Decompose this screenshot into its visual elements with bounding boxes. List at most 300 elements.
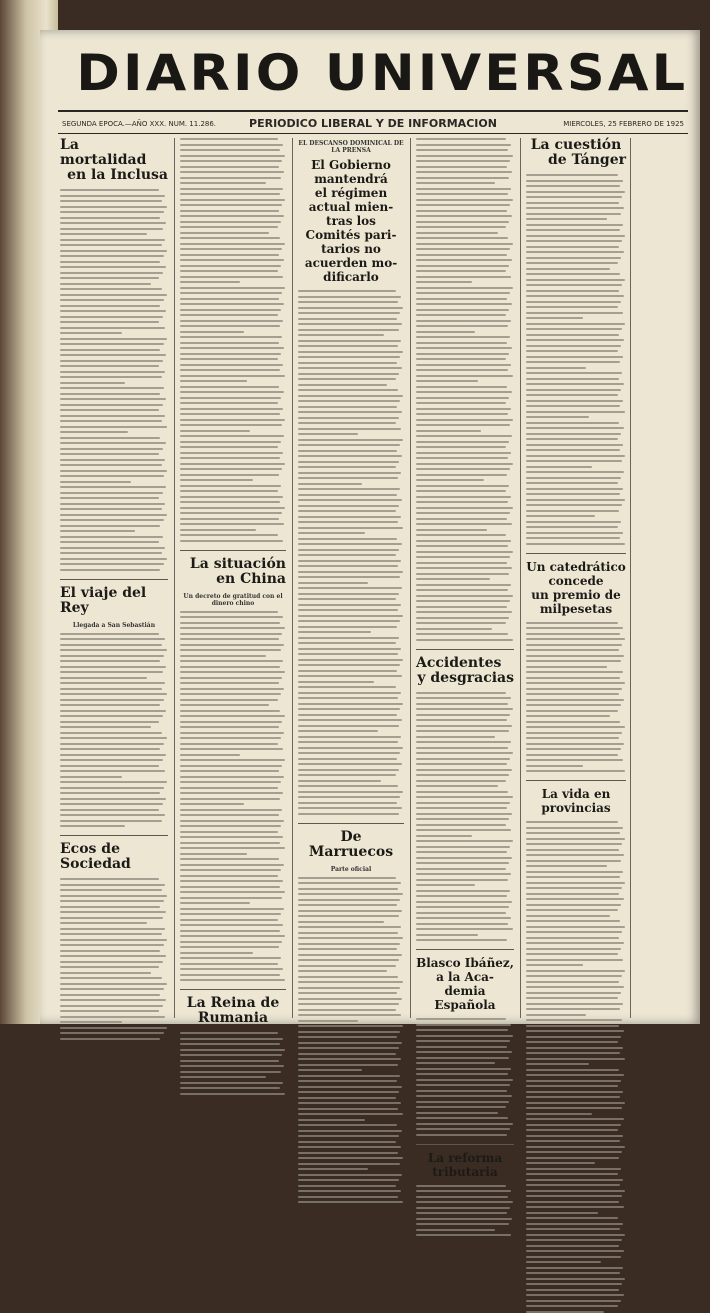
text-line [298, 384, 387, 386]
text-line [298, 1108, 398, 1110]
text-line [180, 897, 282, 899]
text-line [526, 537, 620, 539]
text-line [526, 981, 619, 983]
text-line [298, 450, 397, 452]
text-line [60, 299, 164, 301]
text-line [180, 485, 281, 487]
text-line [298, 758, 397, 760]
text-line [298, 1152, 398, 1154]
text-line [60, 310, 166, 312]
text-line [526, 284, 622, 286]
text-line [526, 1058, 625, 1060]
text-line [298, 970, 387, 972]
text-line [298, 395, 403, 397]
text-line [416, 923, 508, 925]
text-line [298, 1130, 402, 1132]
text-line [526, 1179, 623, 1181]
text-line [60, 900, 164, 902]
text-line [526, 666, 607, 668]
text-line [526, 383, 624, 385]
text-line [416, 1185, 506, 1187]
text-line [298, 708, 400, 710]
text-line [60, 792, 160, 794]
text-line [526, 904, 621, 906]
text-line [60, 977, 162, 979]
text-line [180, 1093, 285, 1095]
text-line [416, 1106, 506, 1108]
headline-viaje-rey: El viaje del Rey [60, 584, 147, 616]
text-line [526, 372, 622, 374]
text-line [298, 1075, 400, 1077]
text-line [526, 1294, 624, 1296]
text-line [180, 803, 244, 805]
text-line [180, 155, 285, 157]
text-line [298, 1157, 403, 1159]
text-line [298, 626, 397, 628]
text-line [180, 638, 279, 640]
text-line [60, 536, 163, 538]
text-line [180, 1060, 279, 1062]
text-line [298, 1135, 399, 1137]
text-line [60, 272, 163, 274]
text-line [180, 435, 284, 437]
text-line [298, 411, 402, 413]
text-line [180, 457, 280, 459]
text-line [526, 229, 620, 231]
text-line [180, 765, 282, 767]
text-line [416, 1062, 495, 1064]
text-line [60, 453, 159, 455]
text-line [416, 149, 508, 151]
text-line [416, 325, 508, 327]
text-line [60, 644, 162, 646]
text-line [60, 371, 165, 373]
text-line [526, 218, 607, 220]
text-line [416, 215, 512, 217]
text-line [298, 301, 398, 303]
text-line [60, 754, 166, 756]
text-line [298, 926, 401, 928]
masthead-title: DIARIO UNIVERSAL [76, 44, 689, 102]
text-line [298, 664, 400, 666]
text-line [526, 970, 625, 972]
text-line [298, 1014, 401, 1016]
text-line [526, 622, 618, 624]
text-line [416, 314, 506, 316]
text-line [526, 290, 619, 292]
text-line [60, 1016, 165, 1018]
text-line [526, 1085, 618, 1087]
text-line [416, 424, 510, 426]
text-line [526, 677, 620, 679]
text-line [298, 888, 398, 890]
text-line [180, 732, 284, 734]
text-line [416, 703, 508, 705]
text-line [416, 802, 510, 804]
text-line [416, 1018, 506, 1020]
text-line [526, 394, 618, 396]
text-line [60, 503, 165, 505]
text-line [526, 1162, 595, 1164]
text-line [526, 710, 618, 712]
text-line [526, 726, 625, 728]
text-line [298, 439, 403, 441]
text-line [298, 1201, 403, 1203]
text-line [60, 569, 160, 571]
text-line [526, 1300, 621, 1302]
text-line [298, 340, 401, 342]
text-line [526, 1036, 621, 1038]
text-line [526, 931, 622, 933]
text-line [298, 1124, 397, 1126]
text-line [60, 349, 160, 351]
text-line [416, 1057, 509, 1059]
text-line [60, 955, 166, 957]
text-line [180, 1065, 284, 1067]
text-line [60, 1005, 163, 1007]
text-line [526, 433, 621, 435]
text-line [180, 408, 283, 410]
text-line [180, 331, 244, 333]
text-line [416, 1024, 511, 1026]
article-text [526, 174, 626, 545]
text-line [416, 479, 484, 481]
text-line [180, 957, 281, 959]
article-text [526, 821, 626, 1313]
text-line [180, 754, 240, 756]
text-line [416, 912, 506, 914]
text-line [526, 1168, 621, 1170]
text-line [60, 972, 151, 974]
text-line [60, 726, 151, 728]
text-line [526, 1052, 620, 1054]
separator [416, 1144, 514, 1145]
text-line [180, 671, 285, 673]
subhead-llegada: Llegada a San Sebastián [72, 621, 156, 629]
text-line [298, 494, 397, 496]
text-line [180, 265, 281, 267]
text-line [298, 1025, 403, 1027]
text-line [526, 1190, 625, 1192]
text-line [298, 1064, 398, 1066]
text-line [180, 182, 266, 184]
text-line [298, 367, 402, 369]
text-line [416, 617, 509, 619]
column-4 [416, 138, 514, 1179]
text-line [416, 248, 510, 250]
text-line [180, 490, 278, 492]
text-line [526, 942, 624, 944]
text-line [526, 279, 625, 281]
text-line [60, 541, 159, 543]
text-line [60, 688, 162, 690]
text-line [180, 204, 282, 206]
text-line [416, 868, 506, 870]
text-line [60, 715, 163, 717]
text-line [180, 534, 278, 536]
text-line [526, 1096, 620, 1098]
text-line [298, 631, 371, 633]
text-line [180, 831, 278, 833]
text-line [298, 543, 402, 545]
text-line [416, 430, 481, 432]
text-line [180, 144, 283, 146]
text-line [298, 620, 400, 622]
text-line [526, 367, 586, 369]
text-line [60, 365, 159, 367]
text-line [526, 1074, 624, 1076]
text-line [298, 1141, 396, 1143]
text-line [60, 266, 166, 268]
text-line [180, 188, 283, 190]
text-line [526, 466, 592, 468]
text-line [298, 477, 398, 479]
text-line [526, 915, 610, 917]
text-line [526, 350, 618, 352]
text-line [526, 1091, 623, 1093]
text-line [180, 853, 247, 855]
headline-catedratico: Un catedrático concede un premio de milpesetas [526, 559, 626, 616]
text-line [526, 1063, 589, 1065]
text-line [526, 323, 625, 325]
text-line [526, 191, 625, 193]
text-line [60, 519, 164, 521]
text-line [60, 994, 160, 996]
text-line [416, 177, 509, 179]
text-line [60, 464, 162, 466]
text-line [298, 932, 398, 934]
article-text [60, 189, 168, 571]
text-line [416, 474, 507, 476]
text-line [60, 895, 167, 897]
text-line [298, 1069, 362, 1071]
text-line [416, 171, 512, 173]
text-line [526, 748, 621, 750]
text-line [416, 468, 510, 470]
text-line [60, 671, 163, 673]
text-line [526, 422, 619, 424]
text-line [180, 237, 280, 239]
text-line [180, 941, 282, 943]
text-line [180, 270, 278, 272]
text-line [416, 928, 513, 930]
text-line [298, 461, 399, 463]
text-line [526, 1102, 625, 1104]
text-line [298, 1174, 402, 1176]
text-line [416, 232, 498, 234]
subhead-decreto: Un decreto de gratitud con el dinero chino [183, 592, 283, 607]
text-line [180, 364, 283, 366]
text-line [416, 518, 507, 520]
text-line [298, 433, 358, 435]
text-line [526, 532, 623, 534]
text-line [416, 369, 508, 371]
text-line [526, 743, 624, 745]
text-line [298, 290, 396, 292]
text-line [416, 193, 508, 195]
text-line [60, 732, 162, 734]
text-line [298, 345, 398, 347]
text-line [180, 166, 279, 168]
text-line [526, 207, 624, 209]
text-line [180, 721, 282, 723]
text-line [298, 686, 396, 688]
headline-ecos-sociedad: Ecos de Sociedad [60, 841, 131, 872]
text-line [298, 1146, 401, 1148]
text-line [416, 791, 508, 793]
column-2 [180, 138, 286, 1026]
text-line [60, 682, 165, 684]
text-line [60, 878, 159, 880]
text-line [298, 954, 402, 956]
text-line [526, 992, 621, 994]
text-line [526, 948, 621, 950]
text-line [416, 545, 508, 547]
text-line [180, 369, 280, 371]
text-line [60, 261, 160, 263]
headline-reforma-tributaria: La reforma tributaria [427, 1150, 503, 1179]
text-line [526, 543, 625, 545]
text-line [60, 283, 151, 285]
text-line [298, 736, 401, 738]
text-line [180, 243, 285, 245]
text-line [526, 224, 623, 226]
text-line [526, 411, 625, 413]
text-line [416, 584, 511, 586]
text-line [416, 818, 509, 820]
text-line [180, 814, 279, 816]
text-line [60, 200, 162, 202]
text-line [416, 358, 506, 360]
text-line [416, 697, 511, 699]
text-line [60, 217, 160, 219]
text-line [60, 917, 163, 919]
text-line [298, 422, 396, 424]
text-line [180, 858, 279, 860]
text-line [180, 446, 278, 448]
text-line [526, 660, 621, 662]
text-line [60, 558, 167, 560]
text-line [180, 540, 283, 542]
text-line [526, 488, 623, 490]
text-line [416, 1090, 507, 1092]
text-line [526, 638, 625, 640]
text-line [526, 737, 619, 739]
text-line [298, 714, 397, 716]
text-line [298, 604, 401, 606]
text-line [416, 188, 511, 190]
text-line [60, 255, 164, 257]
text-line [298, 774, 396, 776]
text-line [526, 688, 622, 690]
text-line [526, 770, 625, 772]
text-line [416, 287, 513, 289]
text-line [416, 567, 512, 569]
text-line [180, 221, 281, 223]
text-line [180, 688, 284, 690]
text-line [526, 202, 619, 204]
text-line [416, 573, 509, 575]
text-line [416, 452, 511, 454]
text-line [526, 1250, 624, 1252]
text-line [526, 715, 610, 717]
text-line [526, 246, 619, 248]
text-line [298, 532, 365, 534]
text-line [526, 964, 583, 966]
text-line [180, 787, 278, 789]
text-line [416, 292, 510, 294]
text-line [60, 233, 147, 235]
text-line [180, 232, 269, 234]
text-line [298, 785, 398, 787]
text-line [60, 765, 159, 767]
text-line [60, 649, 167, 651]
text-line [416, 879, 508, 881]
text-line [416, 496, 511, 498]
text-line [60, 382, 125, 384]
text-line [416, 1234, 511, 1236]
text-line [60, 426, 167, 428]
text-line [298, 505, 399, 507]
text-line [180, 710, 280, 712]
text-line [526, 477, 621, 479]
text-line [60, 655, 164, 657]
text-line [526, 262, 618, 264]
separator [180, 989, 286, 990]
text-line [60, 748, 160, 750]
text-line [298, 725, 399, 727]
text-line [416, 457, 508, 459]
text-line [526, 633, 620, 635]
text-line [416, 895, 507, 897]
text-line [60, 514, 167, 516]
text-line [416, 534, 506, 536]
text-line [298, 1168, 368, 1170]
text-line [526, 438, 618, 440]
text-line [298, 675, 402, 677]
text-line [416, 298, 507, 300]
text-line [526, 251, 624, 253]
text-line [60, 928, 165, 930]
text-line [416, 906, 509, 908]
text-line [526, 1283, 622, 1285]
text-line [298, 921, 384, 923]
text-line [526, 510, 619, 512]
headline-reina-rumania: La Reina de Rumania [186, 995, 280, 1026]
text-line [298, 329, 399, 331]
text-line [180, 864, 284, 866]
text-line [60, 475, 164, 477]
text-line [526, 860, 621, 862]
text-line [60, 195, 165, 197]
text-line [416, 226, 506, 228]
text-line [298, 296, 401, 298]
text-line [180, 677, 282, 679]
text-line [180, 682, 279, 684]
text-line [526, 301, 621, 303]
text-line [298, 560, 401, 562]
text-line [526, 1047, 623, 1049]
text-line [526, 460, 622, 462]
text-line [416, 1207, 510, 1209]
text-line [298, 937, 403, 939]
separator [416, 649, 514, 650]
text-line [526, 986, 624, 988]
text-line [526, 1212, 598, 1214]
text-line [60, 360, 163, 362]
text-line [180, 391, 284, 393]
text-line [416, 435, 512, 437]
